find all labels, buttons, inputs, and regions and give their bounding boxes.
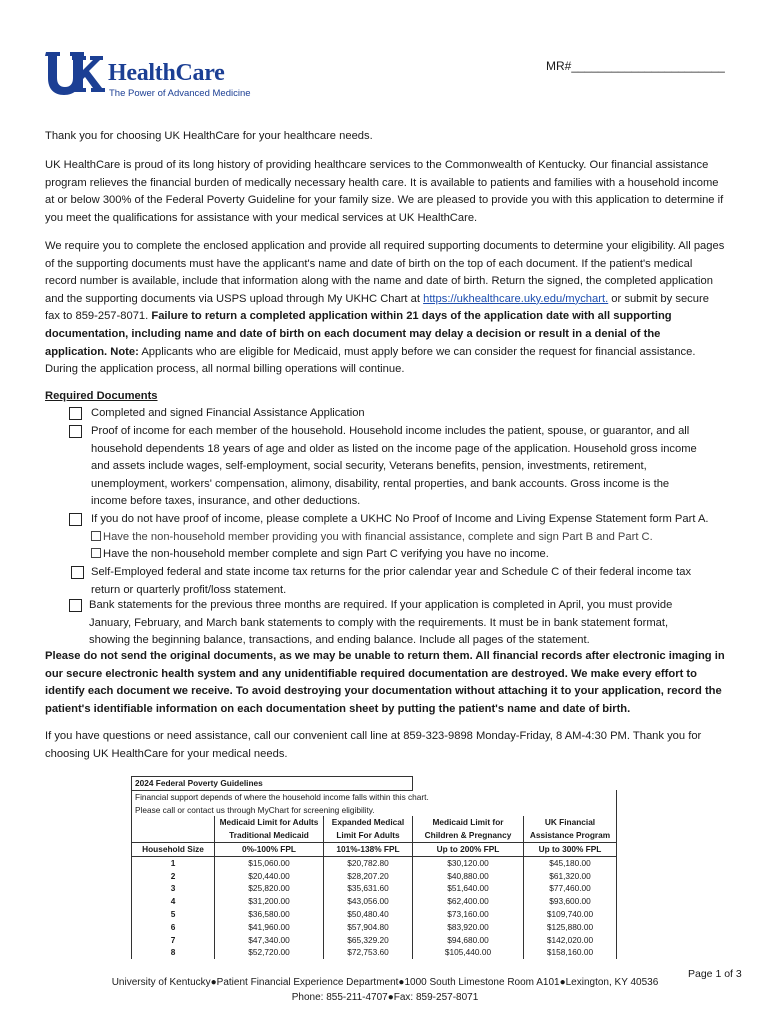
item-application: Completed and signed Financial Assistance Application	[91, 407, 365, 419]
requirements-text-a: We require you to complete the enclosed application and provide all required supporting documents to determine your eligibility. All pages of the supporting documents must have the applicant's name and date of birth on the top of each document. If the patient's medical record number is available, include that information along with the name and date of birth. Return the signed, the completed application and the supporting documents via USPS upload through My UKHC Chart at	[45, 240, 725, 305]
intro-paragraph-text: UK HealthCare is proud of its long history of providing healthcare services to the Commonwealth of Kentucky. Our financial assistance program relieves the financial burden of medically necessary health care. It is available to patients and families with a household income at or below 300% of the Federal Poverty Guideline for your family size. We are pleased to provide you with this application to determine if you meet the qualifications for assistance with your medical services at UK HealthCare.	[45, 159, 724, 224]
fpg-value-cell: $93,600.00	[524, 895, 617, 908]
fpg-value-cell: $45,180.00	[524, 856, 617, 869]
small-checkbox-icon[interactable]	[91, 531, 101, 541]
fpg-header-cell: Medicaid Limit for	[413, 816, 524, 829]
fpg-household-size-cell: 5	[132, 908, 215, 921]
fpg-value-cell: $30,120.00	[413, 856, 524, 869]
requirements-text	[45, 238, 725, 379]
fpg-value-cell: $35,631.60	[324, 882, 413, 895]
fpg-header-cell: UK Financial	[524, 816, 617, 829]
fpg-value-cell: $20,440.00	[215, 870, 324, 883]
item-tax-returns-1: Self-Employed federal and state income tax returns for the prior calendar year and Schedule C of their federal income tax	[91, 566, 692, 578]
fpg-value-cell: $105,440.00	[413, 946, 524, 959]
fpg-value-cell: $73,160.00	[413, 908, 524, 921]
fpg-value-cell: $15,060.00	[215, 856, 324, 869]
item-proof-of-income-2: household dependents 18 years of age and older as listed on the income page of the application. Household gross income	[91, 442, 697, 455]
fpg-household-size-cell: 4	[132, 895, 215, 908]
sub-item-part-c	[91, 546, 549, 564]
fpg-header-cell: 0%-100% FPL	[215, 842, 324, 856]
contact-text: If you have questions or need assistance, call our convenient call line at 859-323-9898 Monday-Friday, 8 AM-4:30 PM. Thank you for choosing UK HealthCare for your medical needs.	[45, 730, 702, 760]
fpg-household-size-cell: 2	[132, 870, 215, 883]
fpg-value-cell: $61,320.00	[524, 870, 617, 883]
fpg-header-cell: Up to 200% FPL	[413, 842, 524, 856]
checkbox-no-proof-of-income[interactable]	[69, 513, 82, 526]
fpg-row	[132, 921, 617, 934]
small-checkbox-icon[interactable]	[91, 548, 101, 558]
requirements-warning-bold: Failure to return a completed application within 21 days of the application date with all supporting documentation, including name and date of birth on each document may delay a decision or result in a denial of the application. Note:	[45, 310, 672, 358]
fpg-row	[132, 946, 617, 959]
fpg-header-cell: Medicaid Limit for Adults	[215, 816, 324, 829]
fpg-household-size-cell: 6	[132, 921, 215, 934]
contact-paragraph	[45, 728, 725, 763]
fpg-header-cell	[132, 816, 215, 829]
fpg-household-size-cell: 8	[132, 946, 215, 959]
fpg-header-cell: 101%-138% FPL	[324, 842, 413, 856]
fpg-value-cell: $125,880.00	[524, 921, 617, 934]
fpg-row	[132, 895, 617, 908]
fpg-value-cell: $28,207.20	[324, 870, 413, 883]
logo-wordmark: HealthCare	[108, 60, 225, 86]
logo-tagline: The Power of Advanced Medicine	[109, 88, 251, 99]
item-proof-of-income-3: and assets include wages, self-employment, social security, Veterans benefits, pension, investments, retirement,	[91, 460, 647, 473]
fpg-header-cell: Up to 300% FPL	[524, 842, 617, 856]
fpg-household-size-cell: 1	[132, 856, 215, 869]
fpg-value-cell: $25,820.00	[215, 882, 324, 895]
fpg-value-cell: $158,160.00	[524, 946, 617, 959]
item-bank-statements-3: showing the beginning balance, transactions, and ending balance. Include all pages of the statement.	[89, 634, 590, 647]
fpg-header-cell: Household Size	[132, 842, 215, 856]
fpg-value-cell: $50,480.40	[324, 908, 413, 921]
fpg-header-cell: Traditional Medicaid	[215, 829, 324, 842]
fpg-row	[132, 908, 617, 921]
fpg-row	[132, 870, 617, 883]
mychart-link[interactable]: https://ukhealthcare.uky.edu/mychart.	[423, 292, 609, 305]
requirements-paragraph	[45, 238, 725, 379]
fpg-value-cell: $77,460.00	[524, 882, 617, 895]
checkbox-bank-statements[interactable]	[69, 599, 82, 612]
fpg-row	[132, 882, 617, 895]
fpg-value-cell: $51,640.00	[413, 882, 524, 895]
fpg-household-size-cell: 7	[132, 934, 215, 947]
fpg-header-row-2	[132, 829, 617, 842]
fpg-household-size-cell: 3	[132, 882, 215, 895]
uk-healthcare-logo	[44, 46, 254, 100]
fpg-value-cell: $41,960.00	[215, 921, 324, 934]
fpg-note-2: Please call or contact us through MyChart for screening eligibility.	[132, 804, 617, 817]
fpg-value-cell: $40,880.00	[413, 870, 524, 883]
required-documents-heading: Required Documents	[45, 390, 158, 402]
fpg-title-spacer	[413, 777, 617, 791]
sub-item-part-b-c-text: Have the non-household member providing you with financial assistance, complete and sign Part B and Part C.	[103, 530, 653, 543]
thanks-text: Thank you for choosing UK HealthCare for your healthcare needs.	[45, 130, 373, 142]
fpg-header-cell: Children & Pregnancy	[413, 829, 524, 842]
item-proof-of-income-4: unemployment, workers' compensation, alimony, disability, rental properties, and bank accounts. Gross income is the	[91, 477, 670, 490]
fpg-value-cell: $31,200.00	[215, 895, 324, 908]
item-bank-statements-2: January, February, and March bank statements to comply with the requirements. It must be in bank statement format,	[89, 616, 669, 629]
medical-record-number-field: MR#_______________________	[546, 59, 725, 73]
footer-address: University of Kentucky●Patient Financial Experience Department●1000 South Limestone Room A101●Lexington, KY 40536	[111, 977, 659, 988]
checkbox-tax-returns[interactable]	[71, 566, 84, 579]
requirements-text-b: or submit by secure fax to 859-257-8071.	[45, 292, 709, 323]
fpg-value-cell: $142,020.00	[524, 934, 617, 947]
fpg-header-cell: Expanded Medical	[324, 816, 413, 829]
fpg-header-row-3	[132, 842, 617, 856]
fpg-value-cell: $57,904.80	[324, 921, 413, 934]
intro-paragraph	[45, 157, 725, 227]
item-no-proof-of-income: If you do not have proof of income, please complete a UKHC No Proof of Income and Living Expense Statement form Part A.	[91, 513, 709, 525]
original-documents-warning	[45, 648, 725, 718]
fpg-value-cell: $47,340.00	[215, 934, 324, 947]
uk-logo-mark-icon	[44, 46, 106, 100]
fpg-value-cell: $65,329.20	[324, 934, 413, 947]
original-documents-warning-text: Please do not send the original documents, as we may be unable to return them. All financial records after electronic imaging in our secure electronic health system and any unidentifiable required documentation are destroyed. We make every effort to identify each document we receive. To avoid destroying your documentation without attaching it to your application, record the patient's identifiable information on each documentation sheet by putting the patient's name and date of birth.	[45, 650, 725, 715]
sub-item-part-b-c	[91, 529, 653, 547]
fpg-value-cell: $94,680.00	[413, 934, 524, 947]
fpg-value-cell: $52,720.00	[215, 946, 324, 959]
page-number: Page 1 of 3	[688, 968, 742, 980]
fpg-body	[132, 856, 617, 959]
fpg-header-cell	[132, 829, 215, 842]
item-proof-of-income-1: Proof of income for each member of the household. Household income includes the patient, spouse, or guarantor, and all	[91, 425, 690, 437]
federal-poverty-guidelines-table	[131, 776, 617, 959]
fpg-value-cell: $36,580.00	[215, 908, 324, 921]
fpg-header-row-1	[132, 816, 617, 829]
checkbox-proof-of-income[interactable]	[69, 425, 82, 438]
thanks-line	[45, 128, 725, 146]
fpg-title: 2024 Federal Poverty Guidelines	[132, 777, 413, 791]
fpg-value-cell: $109,740.00	[524, 908, 617, 921]
sub-item-part-c-text: Have the non-household member complete and sign Part C verifying you have no income.	[103, 548, 549, 561]
fpg-row	[132, 856, 617, 869]
fpg-header-cell: Assistance Program	[524, 829, 617, 842]
requirements-text-c: Applicants who are eligible for Medicaid, must apply before we can consider the request for financial assistance. During the application process, all normal billing operations will continue.	[45, 345, 696, 376]
fpg-value-cell: $20,782.80	[324, 856, 413, 869]
item-bank-statements-1: Bank statements for the previous three months are required. If your application is completed in April, you must provide	[89, 599, 673, 611]
checkbox-application[interactable]	[69, 407, 82, 420]
fpg-value-cell: $43,056.00	[324, 895, 413, 908]
fpg-header-cell: Limit For Adults	[324, 829, 413, 842]
item-tax-returns-2: return or quarterly profit/loss statement.	[91, 583, 287, 596]
fpg-note-1: Financial support depends of where the household income falls within this chart.	[132, 790, 617, 803]
fpg-row	[132, 934, 617, 947]
fpg-value-cell: $62,400.00	[413, 895, 524, 908]
item-proof-of-income-5: income before taxes, insurance, and other deductions.	[91, 495, 361, 508]
footer-phone-fax: Phone: 855-211-4707●Fax: 859-257-8071	[291, 992, 479, 1003]
fpg-value-cell: $83,920.00	[413, 921, 524, 934]
fpg-value-cell: $72,753.60	[324, 946, 413, 959]
